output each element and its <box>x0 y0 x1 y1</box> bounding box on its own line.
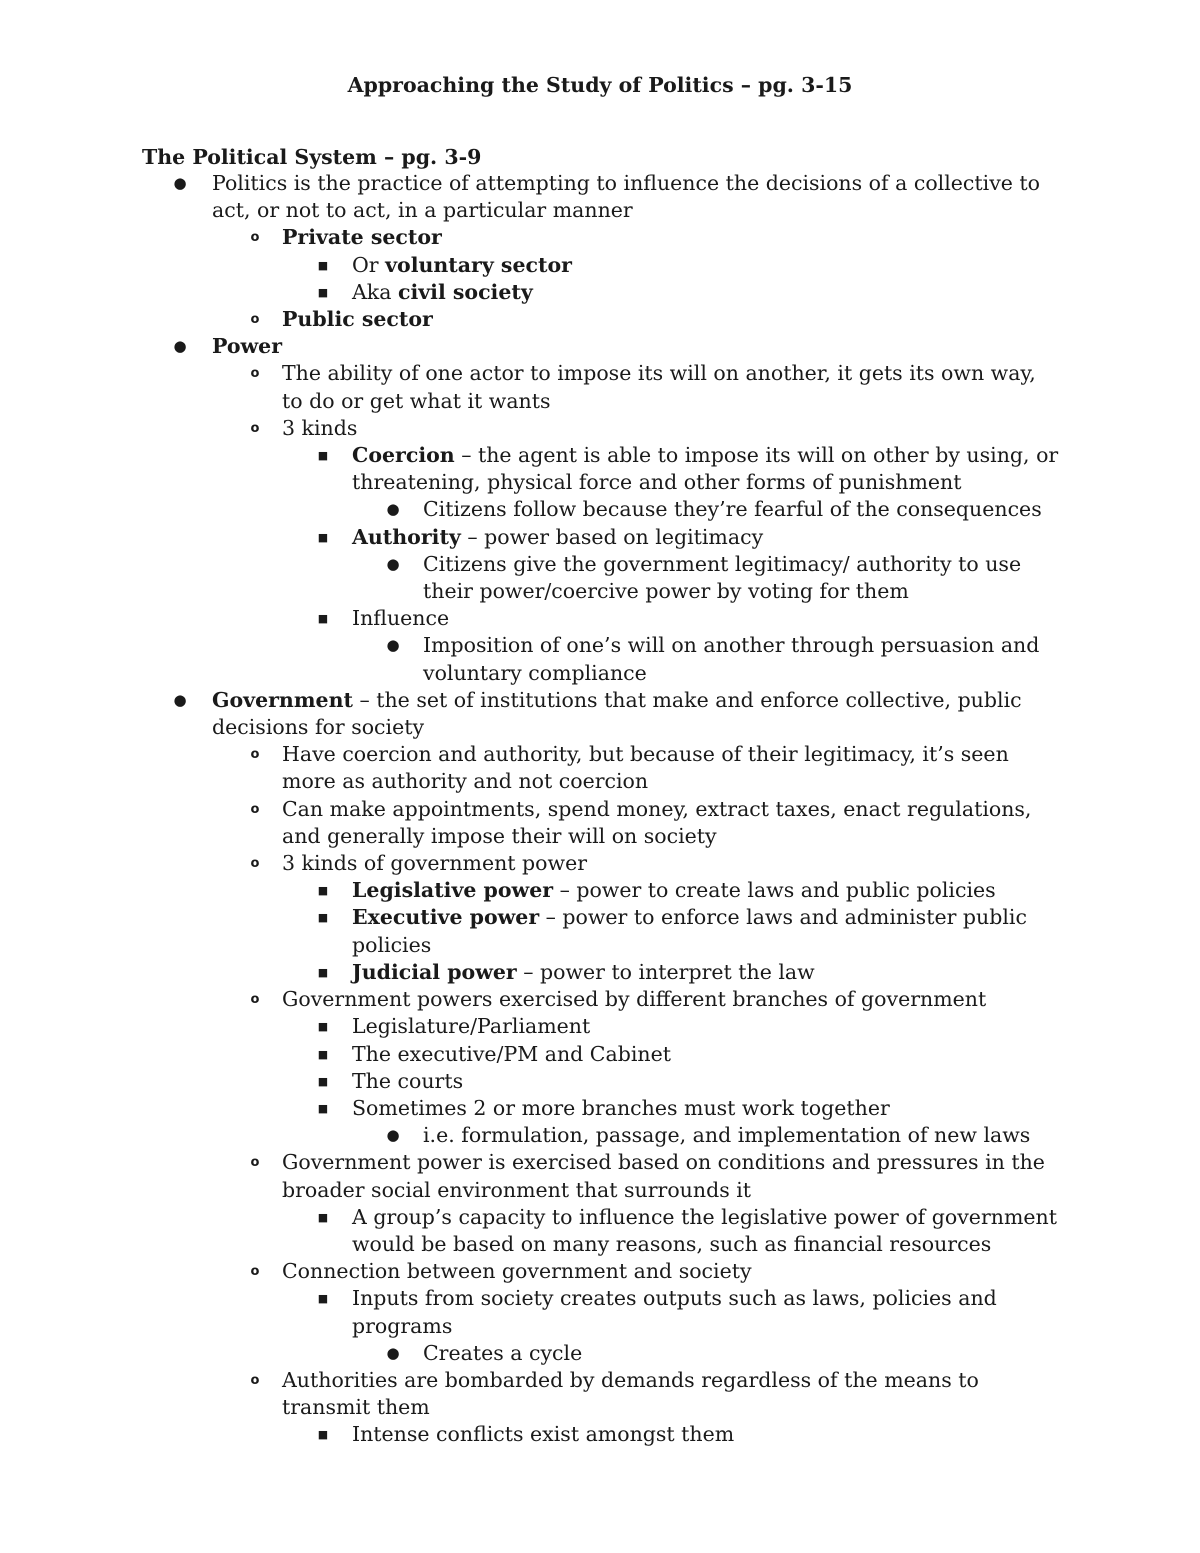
term: Coercion <box>352 443 455 468</box>
list-item <box>0 1367 1052 1421</box>
list-item <box>0 415 1052 442</box>
square-bullet-icon: ■ <box>317 1428 329 1442</box>
item-text: Citizens give the government legitimacy/ authority to use their power/coercive power by voting for them <box>423 551 1022 604</box>
list-item <box>0 170 1042 224</box>
item-text: – power to interpret the law <box>516 959 815 984</box>
hollow-circle-bullet-icon: o <box>250 856 260 872</box>
item-text: Imposition of one’s will on another through persuasion and voluntary compliance <box>423 633 1040 685</box>
term: voluntary sector <box>385 252 572 277</box>
list-item <box>0 850 1052 877</box>
filled-circle-bullet-icon: ● <box>173 690 187 709</box>
item-text: Connection between government and society <box>282 1259 752 1284</box>
item-text: Or <box>352 252 386 277</box>
hollow-circle-bullet-icon: o <box>250 312 260 328</box>
list-item <box>0 224 1052 251</box>
item-text: Citizens follow because they’re fearful of the consequences <box>423 497 1042 522</box>
list-item <box>0 877 1062 904</box>
item-text: i.e. formulation, passage, and implementation of new laws <box>423 1123 1031 1148</box>
term: Government <box>212 687 353 712</box>
list-item <box>0 1258 1052 1285</box>
item-text: Creates a cycle <box>423 1340 583 1365</box>
item-text: The executive/PM and Cabinet <box>352 1041 671 1066</box>
list-item <box>0 1041 1062 1068</box>
filled-circle-bullet-icon: ● <box>386 554 400 573</box>
hollow-circle-bullet-icon: o <box>250 1155 260 1171</box>
list-item <box>0 1285 1062 1339</box>
item-text: Politics is the practice of attempting to influence the decisions of a collective to act, or not to act, in a particular manner <box>212 171 1041 223</box>
list-item <box>0 1421 1062 1448</box>
term: civil society <box>397 279 533 304</box>
list-item <box>0 1340 1053 1367</box>
hollow-circle-bullet-icon: o <box>250 230 260 246</box>
list-item <box>0 1095 1062 1122</box>
list-item <box>0 306 1052 333</box>
list-item <box>0 442 1062 496</box>
item-text: 3 kinds <box>282 415 358 440</box>
item-text: – power to create laws and public policies <box>553 878 996 903</box>
item-text: Sometimes 2 or more branches must work together <box>352 1095 890 1120</box>
item-text: The ability of one actor to impose its will on another, it gets its own way, to do or get what it wants <box>282 361 1036 413</box>
square-bullet-icon: ■ <box>317 884 329 898</box>
list-item <box>0 959 1062 986</box>
term: Legislative power <box>352 878 554 903</box>
filled-circle-bullet-icon: ● <box>386 1343 400 1362</box>
item-text: Legislature/Parliament <box>352 1014 591 1039</box>
list-item <box>0 1122 1053 1149</box>
term: Power <box>212 334 283 359</box>
item-text: The courts <box>352 1068 464 1093</box>
item-text: – the set of institutions that make and enforce collective, public decisions for society <box>212 687 1022 740</box>
square-bullet-icon: ■ <box>317 1210 329 1224</box>
list-item <box>0 687 1042 741</box>
square-bullet-icon: ■ <box>317 449 329 463</box>
document-title: Approaching the Study of Politics – pg. 3-15 <box>347 73 853 97</box>
square-bullet-icon: ■ <box>317 965 329 979</box>
item-text: Can make appointments, spend money, extract taxes, enact regulations, and generally impose their will on society <box>282 796 1032 848</box>
term: Public sector <box>282 307 433 332</box>
item-text: A group’s capacity to influence the legislative power of government would be based on many reasons, such as financial resources <box>352 1204 1057 1256</box>
notes-outline <box>0 170 1200 1449</box>
list-item <box>0 1149 1052 1203</box>
list-item <box>0 496 1053 523</box>
list-item <box>0 741 1052 795</box>
list-item <box>0 986 1052 1013</box>
hollow-circle-bullet-icon: o <box>250 420 260 436</box>
square-bullet-icon: ■ <box>317 1074 329 1088</box>
hollow-circle-bullet-icon: o <box>250 366 260 382</box>
square-bullet-icon: ■ <box>317 1047 329 1061</box>
term: Private sector <box>282 225 442 250</box>
list-item <box>0 632 1053 686</box>
list-item <box>0 796 1052 850</box>
square-bullet-icon: ■ <box>317 1101 329 1115</box>
item-text: – power to enforce laws and administer public policies <box>352 905 1027 957</box>
hollow-circle-bullet-icon: o <box>250 801 260 817</box>
list-item <box>0 551 1053 605</box>
filled-circle-bullet-icon: ● <box>386 636 400 655</box>
filled-circle-bullet-icon: ● <box>386 500 400 519</box>
item-text: Government powers exercised by different branches of government <box>282 987 987 1012</box>
list-item <box>0 333 1042 360</box>
term: Judicial power <box>352 959 517 984</box>
list-item <box>0 360 1052 414</box>
list-item <box>0 1068 1062 1095</box>
filled-circle-bullet-icon: ● <box>173 174 187 192</box>
list-item <box>0 1204 1062 1258</box>
square-bullet-icon: ■ <box>317 258 329 272</box>
list-item <box>0 252 1062 279</box>
item-text: Have coercion and authority, but because of their legitimacy, it’s seen more as authority and not coercion <box>282 742 1009 794</box>
square-bullet-icon: ■ <box>317 285 329 299</box>
hollow-circle-bullet-icon: o <box>250 1264 260 1280</box>
square-bullet-icon: ■ <box>317 911 329 925</box>
item-text: – power based on legitimacy <box>460 524 764 549</box>
hollow-circle-bullet-icon: o <box>250 992 260 1008</box>
item-text: Intense conflicts exist amongst them <box>352 1422 735 1447</box>
item-text: 3 kinds of government power <box>282 851 587 876</box>
hollow-circle-bullet-icon: o <box>250 747 260 763</box>
filled-circle-bullet-icon: ● <box>173 337 187 356</box>
item-text: Aka <box>352 279 398 304</box>
square-bullet-icon: ■ <box>317 1292 329 1306</box>
term: Authority <box>352 524 461 549</box>
term: Executive power <box>352 905 540 930</box>
item-text: Authorities are bombarded by demands regardless of the means to transmit them <box>282 1367 979 1420</box>
list-item <box>0 524 1062 551</box>
square-bullet-icon: ■ <box>317 530 329 544</box>
list-item <box>0 1013 1062 1040</box>
hollow-circle-bullet-icon: o <box>250 1372 260 1388</box>
item-text: Influence <box>352 606 450 631</box>
square-bullet-icon: ■ <box>317 612 329 626</box>
section-heading: The Political System – pg. 3-9 <box>142 145 482 169</box>
filled-circle-bullet-icon: ● <box>386 1126 400 1145</box>
list-item <box>0 279 1062 306</box>
item-text: Government power is exercised based on conditions and pressures in the broader social environment that surrounds it <box>282 1150 1045 1202</box>
item-text: Inputs from society creates outputs such as laws, policies and programs <box>352 1286 997 1338</box>
list-item <box>0 605 1062 632</box>
square-bullet-icon: ■ <box>317 1020 329 1034</box>
item-text: – the agent is able to impose its will on other by using, or threatening, physical force and other forms of punishment <box>352 443 1059 495</box>
list-item <box>0 904 1062 958</box>
